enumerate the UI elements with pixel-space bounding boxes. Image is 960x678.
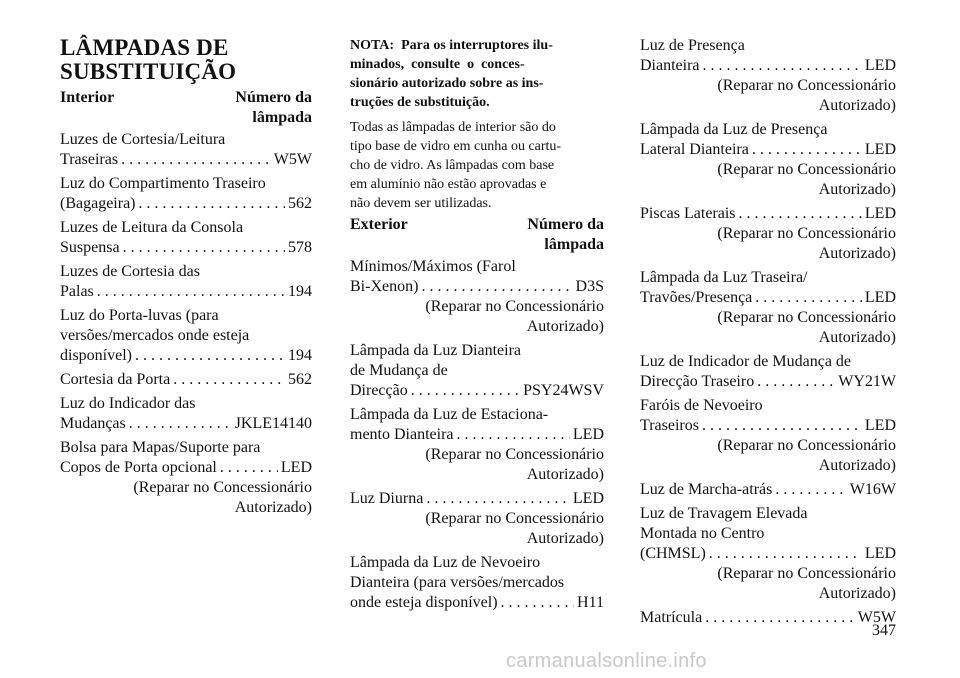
dot-leader [703,56,862,76]
exterior-header-number-label: Número da [527,216,604,233]
bulb-entry-label: Copos de Porta opcional [60,459,217,476]
dot-leader [421,277,572,297]
dot-leader [129,414,232,434]
dealer-note-line-1: (Reparar no Concessionário [425,298,604,315]
dot-leader [752,140,862,160]
bulb-entry-label-line: Luzes de Leitura da Consola [60,219,244,236]
bulb-number: 194 [288,283,312,300]
bulb-number: LED [864,417,896,434]
bulb-entry [640,504,896,604]
bulb-number: 194 [288,347,312,364]
dealer-note-line-2: Autorizado) [234,499,312,516]
bulb-entry-row [60,346,312,366]
bulb-entry-row [640,480,896,500]
bulb-entry-label-line: Lâmpada da Luz de Nevoeiro [350,554,541,571]
dot-leader [135,346,285,366]
bulb-entry-row [350,381,604,401]
dealer-note-line-2: Autorizado) [818,97,896,114]
note-line: minados, consulte o conces- [350,57,525,72]
bulb-entry-row [640,140,896,160]
dot-leader [457,425,570,445]
exterior-header-number-label-2: lâmpada [544,236,604,253]
dot-leader [139,194,285,214]
paragraph-line: tipo base de vidro em cunha ou cartu- [350,139,562,154]
bulb-entry [350,489,604,549]
bulb-entry [60,262,312,302]
bulb-entry [60,370,312,390]
bulb-number: 578 [288,239,312,256]
bulb-entry-label-line: Lâmpada da Luz de Presença [640,121,828,138]
interior-bulb-list [60,130,312,518]
dot-leader [709,544,862,564]
bulb-entry-label: (Bagageira) [60,195,136,212]
bulb-entry [640,608,896,628]
bulb-entry [640,120,896,200]
bulb-entry-label: Cortesia da Porta [60,371,171,388]
bulb-entry-row [350,277,604,297]
bulb-number: D3S [575,278,604,295]
bulb-entry-row [640,288,896,308]
interior-header-label: Interior [60,89,115,106]
bulb-entry [60,218,312,258]
bulb-entry-label: onde esteja disponível) [350,594,498,611]
note-line: sionário autorizado sobre as ins- [350,76,544,91]
bulb-entry [350,341,604,401]
interior-header-number-label-2: lâmpada [252,109,312,126]
bulb-entry-label: Piscas Laterais [640,205,736,222]
bulb-entry-row [60,458,312,478]
bulb-entry-label-line: Lâmpada da Luz de Estaciona- [350,406,549,423]
dot-leader [501,593,575,613]
exterior-header [350,215,604,235]
bulb-entry-label: Traseiros [640,417,699,434]
bulb-entry-label-line: Luzes de Cortesia das [60,263,200,280]
paragraph-line: Todas as lâmpadas de interior são do [350,120,556,135]
exterior-header-label: Exterior [350,216,408,233]
bulb-entry-label-line: Luz de Travagem Elevada [640,505,808,522]
dealer-note-line-2: Autorizado) [526,318,604,335]
bulb-entry [350,553,604,613]
bulb-entry-label: disponível) [60,347,132,364]
bulb-number: JKLE14140 [234,415,312,432]
dealer-note-line-2: Autorizado) [818,245,896,262]
dot-leader [121,150,271,170]
bulb-entry [640,36,896,116]
bulb-entry-row [60,194,312,214]
exterior-bulb-list-continued [640,36,896,628]
dealer-note-line-2: Autorizado) [818,457,896,474]
bulb-entry-label-line: Luz do Compartimento Traseiro [60,175,266,192]
bulb-entry-label-line: Luz do Porta-luvas (para [60,307,219,324]
bulb-entry [640,352,896,392]
bulb-entry [60,130,312,170]
dot-leader [755,288,862,308]
paragraph-line: cho de vidro. As lâmpadas com base [350,158,555,173]
dot-leader [123,238,285,258]
page-number: 347 [872,622,896,639]
paragraph-line: em alumínio não estão aprovadas e [350,177,547,192]
bulb-entry-label: Bi-Xenon) [350,278,419,295]
dealer-note-line-1: (Reparar no Concessionário [717,309,896,326]
bulb-entry-row [640,372,896,392]
dot-leader [220,458,278,478]
dealer-note-line-2: Autorizado) [818,181,896,198]
bulb-entry [60,174,312,214]
bulb-entry-label: (CHMSL) [640,545,706,562]
dealer-note-line-2: Autorizado) [818,585,896,602]
dealer-note-line-2: Autorizado) [818,329,896,346]
bulb-entry-label: Suspensa [60,239,120,256]
bulb-entry-label: Travões/Presença [640,289,753,306]
dealer-note-line-2: Autorizado) [526,530,604,547]
bulb-number: LED [572,490,604,507]
dot-leader [739,204,862,224]
dealer-note-line-1: (Reparar no Concessionário [717,77,896,94]
bulb-entry-row [350,489,604,509]
dot-leader [97,282,285,302]
bulb-number: LED [864,289,896,306]
bulb-entry-label: Luz Diurna [350,490,424,507]
bulb-entry-label-line: Mínimos/Máximos (Farol [350,258,516,275]
bulb-entry-row [640,56,896,76]
bulb-number: PSY24WSV [523,382,604,399]
bulb-entry [640,396,896,476]
bulb-entry-row [60,414,312,434]
bulb-entry [60,438,312,518]
note-line: NOTA: Para os interruptores ilu- [350,38,553,53]
column-1 [60,36,312,522]
bulb-entry-label: Direcção [350,382,408,399]
interior-header [60,88,312,108]
bulb-entry-label-line: Faróis de Nevoeiro [640,397,763,414]
bulb-number: LED [864,141,896,158]
column-3 [640,36,896,632]
bulb-number: W5W [273,151,312,168]
bulb-entry-label-line: Montada no Centro [640,525,765,542]
dot-leader [705,608,855,628]
note-line: truções de substituição. [350,95,490,110]
dealer-note-line-1: (Reparar no Concessionário [717,225,896,242]
note-block [350,36,604,112]
dot-leader [757,372,835,392]
dot-leader [411,381,520,401]
bulb-number: W5W [857,609,896,626]
bulb-entry-row [640,204,896,224]
section-title-line-2: SUBSTITUIÇÃO [60,59,237,84]
bulb-entry-row [350,593,604,613]
bulb-entry-label-line: Luz do Indicador das [60,395,196,412]
section-title-line-1: LÂMPADAS DE [60,35,229,60]
bulb-entry-label: Mudanças [60,415,126,432]
dealer-note-line-1: (Reparar no Concessionário [425,446,604,463]
bulb-entry-row [350,425,604,445]
dealer-note-line-1: (Reparar no Concessionário [133,479,312,496]
bulb-entry-label-line: Luz de Indicador de Mudança de [640,353,852,370]
interior-header-number-label: Número da [235,89,312,106]
bulb-number: LED [280,459,312,476]
bulb-number: LED [864,205,896,222]
bulb-number: LED [572,426,604,443]
bulb-entry-label-line: Lâmpada da Luz Dianteira [350,342,522,359]
bulb-entry-label-line: Luz de Presença [640,37,745,54]
bulb-entry [640,204,896,264]
bulb-entry-row [60,282,312,302]
section-title [60,36,312,84]
bulb-entry-label: Palas [60,283,94,300]
bulb-entry [350,257,604,337]
dealer-note-line-1: (Reparar no Concessionário [425,510,604,527]
bulb-entry-row [640,416,896,436]
bulb-entry-label: Matrícula [640,609,703,626]
bulb-entry-label-line: versões/mercados onde esteja [60,327,250,344]
bulb-entry-label-line: de Mudança de [350,362,448,379]
bulb-entry-row [640,608,896,628]
bulb-number: W16W [849,481,896,498]
bulb-entry-label-line: Lâmpada da Luz Traseira/ [640,269,808,286]
bulb-entry-label-line: Bolsa para Mapas/Suporte para [60,439,261,456]
dot-leader [775,480,846,500]
bulb-entry-row [60,238,312,258]
bulb-entry-label-line: Luzes de Cortesia/Leitura [60,131,226,148]
bulb-number: 562 [288,371,312,388]
interior-bulb-paragraph [350,118,604,213]
bulb-entry-label: Direcção Traseiro [640,373,755,390]
bulb-entry-label: Luz de Marcha-atrás [640,481,773,498]
dealer-note-line-1: (Reparar no Concessionário [717,437,896,454]
dealer-note-line-2: Autorizado) [526,466,604,483]
paragraph-line: não devem ser utilizadas. [350,196,492,211]
watermark: carmanualsonline.info [506,650,707,672]
bulb-entry-label: mento Dianteira [350,426,454,443]
bulb-number: LED [864,545,896,562]
bulb-entry [60,394,312,434]
bulb-number: 562 [288,195,312,212]
bulb-entry-label: Lateral Dianteira [640,141,749,158]
bulb-number: WY21W [838,373,896,390]
bulb-entry-label-line: Dianteira (para versões/mercados [350,574,565,591]
dealer-note-line-1: (Reparar no Concessionário [717,161,896,178]
bulb-number: LED [864,57,896,74]
bulb-number: H11 [577,594,604,611]
bulb-entry-row [60,370,312,390]
exterior-bulb-list [350,257,604,613]
bulb-entry-row [640,544,896,564]
bulb-entry [640,480,896,500]
bulb-entry [640,268,896,348]
bulb-entry [350,405,604,485]
dot-leader [426,489,570,509]
bulb-entry [60,306,312,366]
bulb-entry-row [60,150,312,170]
column-2 [350,36,604,617]
dot-leader [702,416,862,436]
bulb-entry-label: Dianteira [640,57,700,74]
dot-leader [173,370,285,390]
dealer-note-line-1: (Reparar no Concessionário [717,565,896,582]
bulb-entry-label: Traseiras [60,151,119,168]
